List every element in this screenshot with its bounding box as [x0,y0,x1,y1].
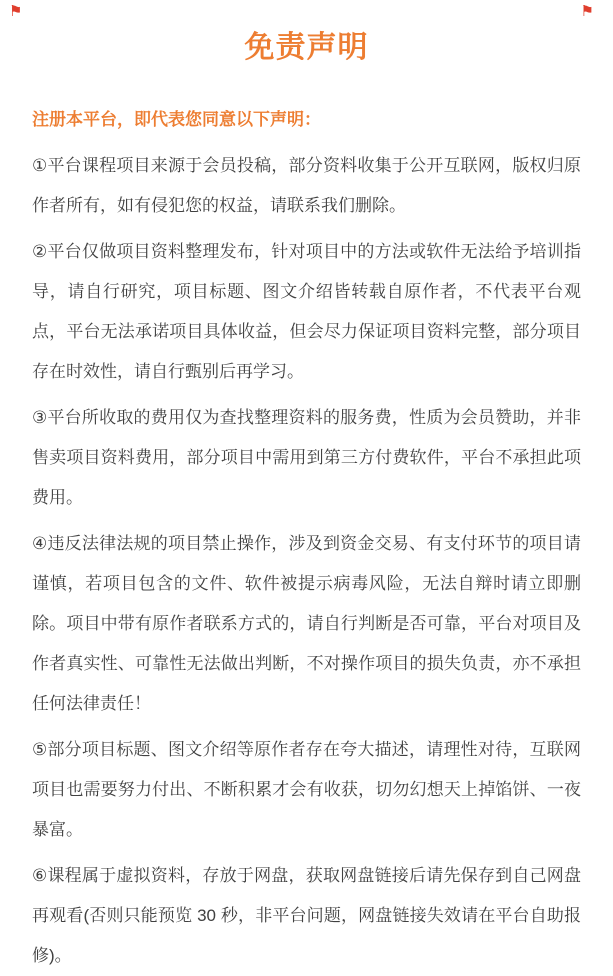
disclaimer-lead: 注册本平台，即代表您同意以下声明： [32,110,321,129]
disclaimer-item-2: ②平台仅做项目资料整理发布，针对项目中的方法或软件无法给予培训指导，请自行研究，项目标题、图文介绍皆转载自原作者，不代表平台观点，平台无法承诺项目具体收益，但会尽力保证项目资料完整，部分项目存在时效性，请自行甄别后再学习。 [32,242,581,381]
disclaimer-item-5: ⑤部分项目标题、图文介绍等原作者存在夸大描述，请理性对待，互联网项目也需要努力付出、不断积累才会有收获，切勿幻想天上掉馅饼、一夜暴富。 [32,740,581,839]
page-title: 免责声明 [244,31,369,64]
disclaimer-item-3: ③平台所收取的费用仅为查找整理资料的服务费，性质为会员赞助，并非售卖项目资料费用，部分项目中需用到第三方付费软件，平台不承担此项费用。 [32,408,581,507]
disclaimer-item-1: ①平台课程项目来源于会员投稿，部分资料收集于公开互联网，版权归原作者所有，如有侵犯您的权益，请联系我们删除。 [32,156,581,215]
disclaimer-item-6: ⑥课程属于虚拟资料，存放于网盘，获取网盘链接后请先保存到自己网盘再观看(否则只能预览 30 秒，非平台问题，网盘链接失效请在平台自助报修)。 [32,866,581,965]
disclaimer-item-4: ④违反法律法规的项目禁止操作，涉及到资金交易、有支付环节的项目请谨慎，若项目包含的文件、软件被提示病毒风险，无法自辩时请立即删除。项目中带有原作者联系方式的，请自行判断是否可靠，平台对项目及作者真实性、可靠性无法做出判断，不对操作项目的损失负责，亦不承担任何法律责任！ [32,534,581,713]
red-flag-icon: ⚑ [580,3,594,20]
red-flag-icon: ⚑ [9,3,23,20]
